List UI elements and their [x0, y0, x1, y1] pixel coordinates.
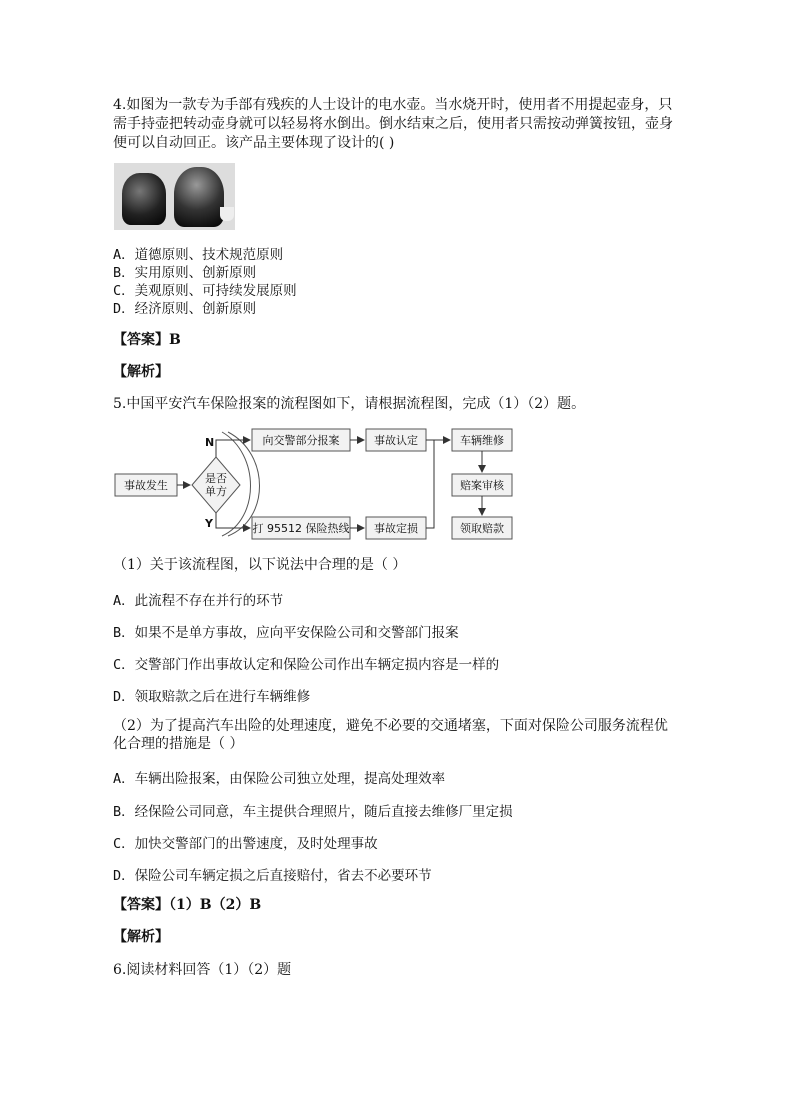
q5-sub2-option-a: A．车辆出险报案，由保险公司独立处理，提高处理效率 — [113, 771, 446, 787]
q4-option-c: C．美观原则、可持续发展原则 — [113, 283, 297, 299]
q4-analysis: 【解析】 — [113, 364, 169, 380]
flow-node-repair — [452, 429, 512, 451]
svg-text:单方: 单方 — [205, 485, 227, 498]
q5-answer: 【答案】（1）B（2）B — [113, 897, 262, 913]
flow-label-y: Y — [205, 517, 213, 530]
q4-option-a: A．道德原则、技术规范原则 — [113, 247, 284, 263]
flow-node-review — [452, 474, 512, 496]
svg-text:事故认定: 事故认定 — [374, 434, 418, 447]
q4-stem-line1: 4.如图为一款专为手部有残疾的人士设计的电水壶。当水烧开时，使用者不用提起壶身，只 — [113, 97, 673, 113]
flow-node-accident-confirm — [366, 429, 426, 451]
q5-analysis: 【解析】 — [113, 929, 169, 945]
q5-sub2-question-line2: 化合理的措施是（ ） — [113, 736, 244, 752]
cup-image — [220, 207, 234, 221]
q4-stem-line2: 需手持壶把转动壶身就可以轻易将水倒出。倒水结束之后，使用者只需按动弹簧按钮，壶身 — [113, 116, 673, 132]
flow-node-loss-assess — [366, 517, 426, 539]
q4-option-d: D．经济原则、创新原则 — [113, 301, 257, 317]
q5-sub1-question: （1）关于该流程图，以下说法中合理的是（ ） — [113, 557, 407, 573]
q5-sub2-option-d: D．保险公司车辆定损之后直接赔付，省去不必要环节 — [113, 868, 432, 884]
q5-sub2-option-c: C．加快交警部门的出警速度，及时处理事故 — [113, 836, 378, 852]
q4-stem-line3: 便可以自动回正。该产品主要体现了设计的( ) — [113, 135, 395, 151]
svg-text:打 95512 保险热线: 打 95512 保险热线 — [252, 522, 350, 535]
q5-stem: 5.中国平安汽车保险报案的流程图如下，请根据流程图，完成（1）（2）题。 — [113, 396, 586, 412]
insurance-flowchart — [110, 424, 520, 544]
q5-sub1-option-c: C．交警部门作出事故认定和保险公司作出车辆定损内容是一样的 — [113, 657, 500, 673]
kettle-image-upright — [122, 173, 166, 225]
q5-sub2-option-b: B．经保险公司同意，车主提供合理照片，随后直接去维修厂里定损 — [113, 804, 513, 820]
q4-option-b: B．实用原则、创新原则 — [113, 265, 257, 281]
svg-text:是否: 是否 — [205, 472, 227, 485]
flow-node-report-police — [252, 429, 350, 451]
flow-label-n: N — [205, 436, 215, 449]
q5-sub1-option-b: B．如果不是单方事故，应向平安保险公司和交警部门报案 — [113, 625, 459, 641]
q6-stem: 6.阅读材料回答（1）（2）题 — [113, 962, 292, 978]
kettle-photo — [114, 163, 235, 230]
svg-text:车辆维修: 车辆维修 — [460, 434, 504, 447]
svg-text:事故定损: 事故定损 — [374, 522, 418, 535]
flow-decision-single-party — [192, 457, 240, 513]
q5-sub1-option-a: A．此流程不存在并行的环节 — [113, 593, 284, 609]
flow-node-claim — [452, 517, 512, 539]
svg-text:向交警部分报案: 向交警部分报案 — [262, 434, 340, 447]
flow-node-accident — [115, 474, 177, 496]
flow-node-hotline — [252, 517, 350, 539]
q4-answer: 【答案】B — [113, 332, 181, 348]
svg-text:赔案审核: 赔案审核 — [460, 479, 504, 492]
q5-sub2-question-line1: （2）为了提高汽车出险的处理速度，避免不必要的交通堵塞，下面对保险公司服务流程优 — [113, 718, 668, 734]
svg-text:领取赔款: 领取赔款 — [460, 522, 504, 535]
kettle-image-tilted — [174, 167, 224, 227]
svg-text:事故发生: 事故发生 — [124, 479, 168, 492]
q5-sub1-option-d: D．领取赔款之后在进行车辆维修 — [113, 689, 311, 705]
